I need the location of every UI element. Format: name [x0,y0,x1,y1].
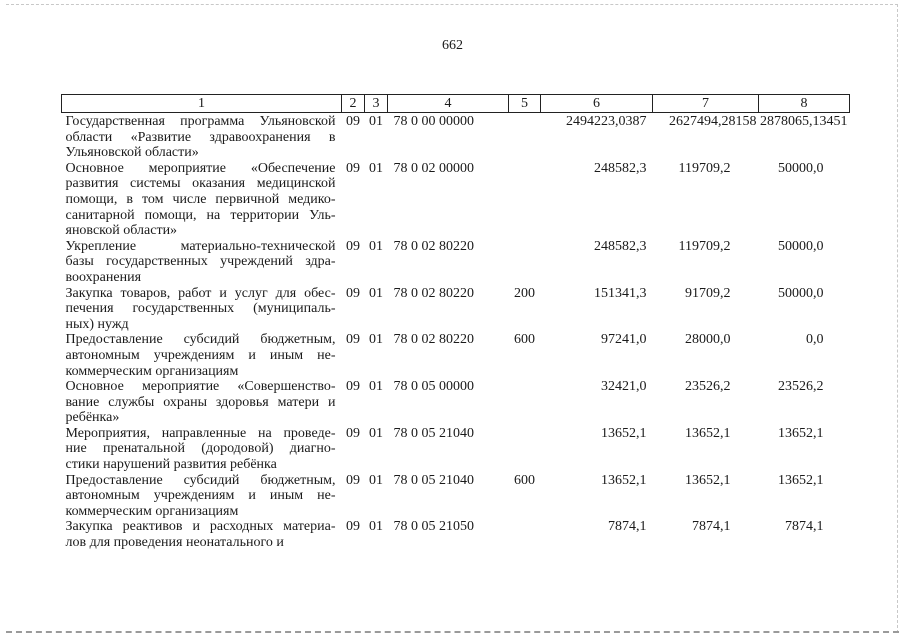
target-article-code: 78 0 05 00000 [393,379,474,395]
amount-col-6: 32421,0 [601,379,647,395]
description-line: коммерческим организациям [65,503,239,519]
table-row [62,113,850,161]
section-code: 09 [346,238,360,254]
header-col-6: 6 [541,95,653,113]
header-col-3: 3 [365,95,388,113]
expense-type-code [509,113,541,161]
amount-col-7: 91709,2 [685,285,731,301]
header-col-7: 7 [653,95,759,113]
description-line: лов для проведения неонатального и [65,535,284,551]
description-line: Основное мероприятие «Обеспечение [65,160,336,176]
table-row [62,161,850,239]
description-line: Предоставление субсидий бюджетным, [65,332,336,348]
section-code: 09 [346,425,360,441]
target-article-code: 78 0 02 80220 [393,238,474,254]
expense-type-code [509,519,541,550]
description-line: области «Развитие здравоохранения в [65,129,336,145]
target-article-code: 78 0 05 21040 [393,472,474,488]
target-article-code: 78 0 00 00000 [393,114,474,129]
description-line: Закупка реактивов и расходных материа- [65,519,336,535]
subsection-code: 01 [369,519,383,535]
amount-col-7: 7874,1 [692,519,731,535]
table-row [62,519,850,550]
description-line: автономным учреждениям и иным не- [65,347,336,363]
amount-col-8: 50000,0 [778,238,824,254]
description-line: ных) нужд [65,316,129,332]
section-code: 09 [346,160,360,176]
target-article-code: 78 0 02 00000 [393,160,474,176]
subsection-code: 01 [369,114,383,129]
description-line: ребёнка» [65,410,120,426]
target-article-code: 78 0 05 21050 [393,519,474,535]
section-code: 09 [346,519,360,535]
description-line: стики нарушений развития ребёнка [65,457,277,473]
target-article-code: 78 0 02 80220 [393,332,474,348]
amount-col-7: 2627494,28158 [669,114,757,129]
subsection-code: 01 [369,379,383,395]
header-col-4: 4 [388,95,509,113]
row-description [62,286,342,333]
row-description [62,113,342,161]
row-description [62,332,342,379]
description-line: ние пренатальной (дородовой) диагно- [65,441,336,457]
row-description [62,379,342,426]
amount-col-6: 97241,0 [601,332,647,348]
table-row [62,239,850,286]
amount-col-6: 7874,1 [608,519,647,535]
table-row [62,473,850,520]
amount-col-8: 7874,1 [785,519,824,535]
header-col-2: 2 [342,95,365,113]
amount-col-7: 119709,2 [678,160,731,176]
description-line: яновской области» [65,223,178,239]
amount-col-8: 13652,1 [778,425,824,441]
row-description [62,239,342,286]
description-line: Предоставление субсидий бюджетным, [65,472,336,488]
table-row [62,426,850,473]
description-line: Ульяновской области» [65,145,199,161]
header-col-5: 5 [509,95,541,113]
row-description [62,473,342,520]
section-code: 09 [346,379,360,395]
target-article-code: 78 0 05 21040 [393,425,474,441]
description-line: автономным учреждениям и иным не- [65,488,336,504]
amount-col-6: 13652,1 [601,425,647,441]
row-description [62,426,342,473]
amount-col-7: 13652,1 [685,472,731,488]
section-code: 09 [346,332,360,348]
target-article-code: 78 0 02 80220 [393,285,474,301]
table-header-row [62,95,850,113]
description-line: Мероприятия, направленные на проведе- [65,425,336,441]
description-line: Основное мероприятие «Совершенство- [65,379,336,395]
description-line: Государственная программа Ульяновской [65,114,336,129]
subsection-code: 01 [369,160,383,176]
subsection-code: 01 [369,332,383,348]
row-description [62,161,342,239]
amount-col-8: 0,0 [806,332,824,348]
subsection-code: 01 [369,238,383,254]
subsection-code: 01 [369,472,383,488]
row-description [62,519,342,550]
amount-col-8: 13652,1 [778,472,824,488]
description-line: помощи, в том числе первичной медико- [65,191,336,207]
expense-type-code: 200 [514,285,535,301]
table-row [62,379,850,426]
budget-table [61,94,850,551]
header-col-1: 1 [62,95,342,113]
description-line: печения государственных (муниципаль- [65,301,336,317]
section-code: 09 [346,114,360,129]
table-row [62,286,850,333]
header-col-8: 8 [759,95,850,113]
amount-col-6: 248582,3 [594,238,647,254]
amount-col-6: 13652,1 [601,472,647,488]
subsection-code: 01 [369,285,383,301]
amount-col-7: 119709,2 [678,238,731,254]
table-row [62,332,850,379]
amount-col-6: 151341,3 [594,285,647,301]
description-line: Укрепление материально-технической [65,238,336,254]
description-line: Закупка товаров, работ и услуг для обес- [65,285,336,301]
amount-col-8: 50000,0 [778,160,824,176]
expense-type-code: 600 [514,332,535,348]
description-line: развития системы оказания медицинской [65,176,336,192]
amount-col-7: 13652,1 [685,425,731,441]
page-number: 662 [442,38,463,53]
description-line: коммерческим организациям [65,363,239,379]
subsection-code: 01 [369,425,383,441]
table-body [62,113,850,551]
section-code: 09 [346,285,360,301]
amount-col-7: 28000,0 [685,332,731,348]
amount-col-8: 50000,0 [778,285,824,301]
page-bottom-edge [6,631,899,633]
amount-col-8: 2878065,13451 [760,114,848,129]
description-line: санитарной помощи, на территории Уль- [65,207,336,223]
section-code: 09 [346,472,360,488]
amount-col-6: 2494223,0387 [566,114,647,129]
expense-type-code [509,426,541,473]
expense-type-code [509,379,541,426]
expense-type-code [509,239,541,286]
amount-col-7: 23526,2 [685,379,731,395]
amount-col-8: 23526,2 [778,379,824,395]
expense-type-code: 600 [514,472,535,488]
description-line: базы государственных учреждений здра- [65,254,336,270]
description-line: воохранения [65,269,142,285]
description-line: вание службы охраны здоровья матери и [65,394,336,410]
expense-type-code [509,161,541,239]
amount-col-6: 248582,3 [594,160,647,176]
